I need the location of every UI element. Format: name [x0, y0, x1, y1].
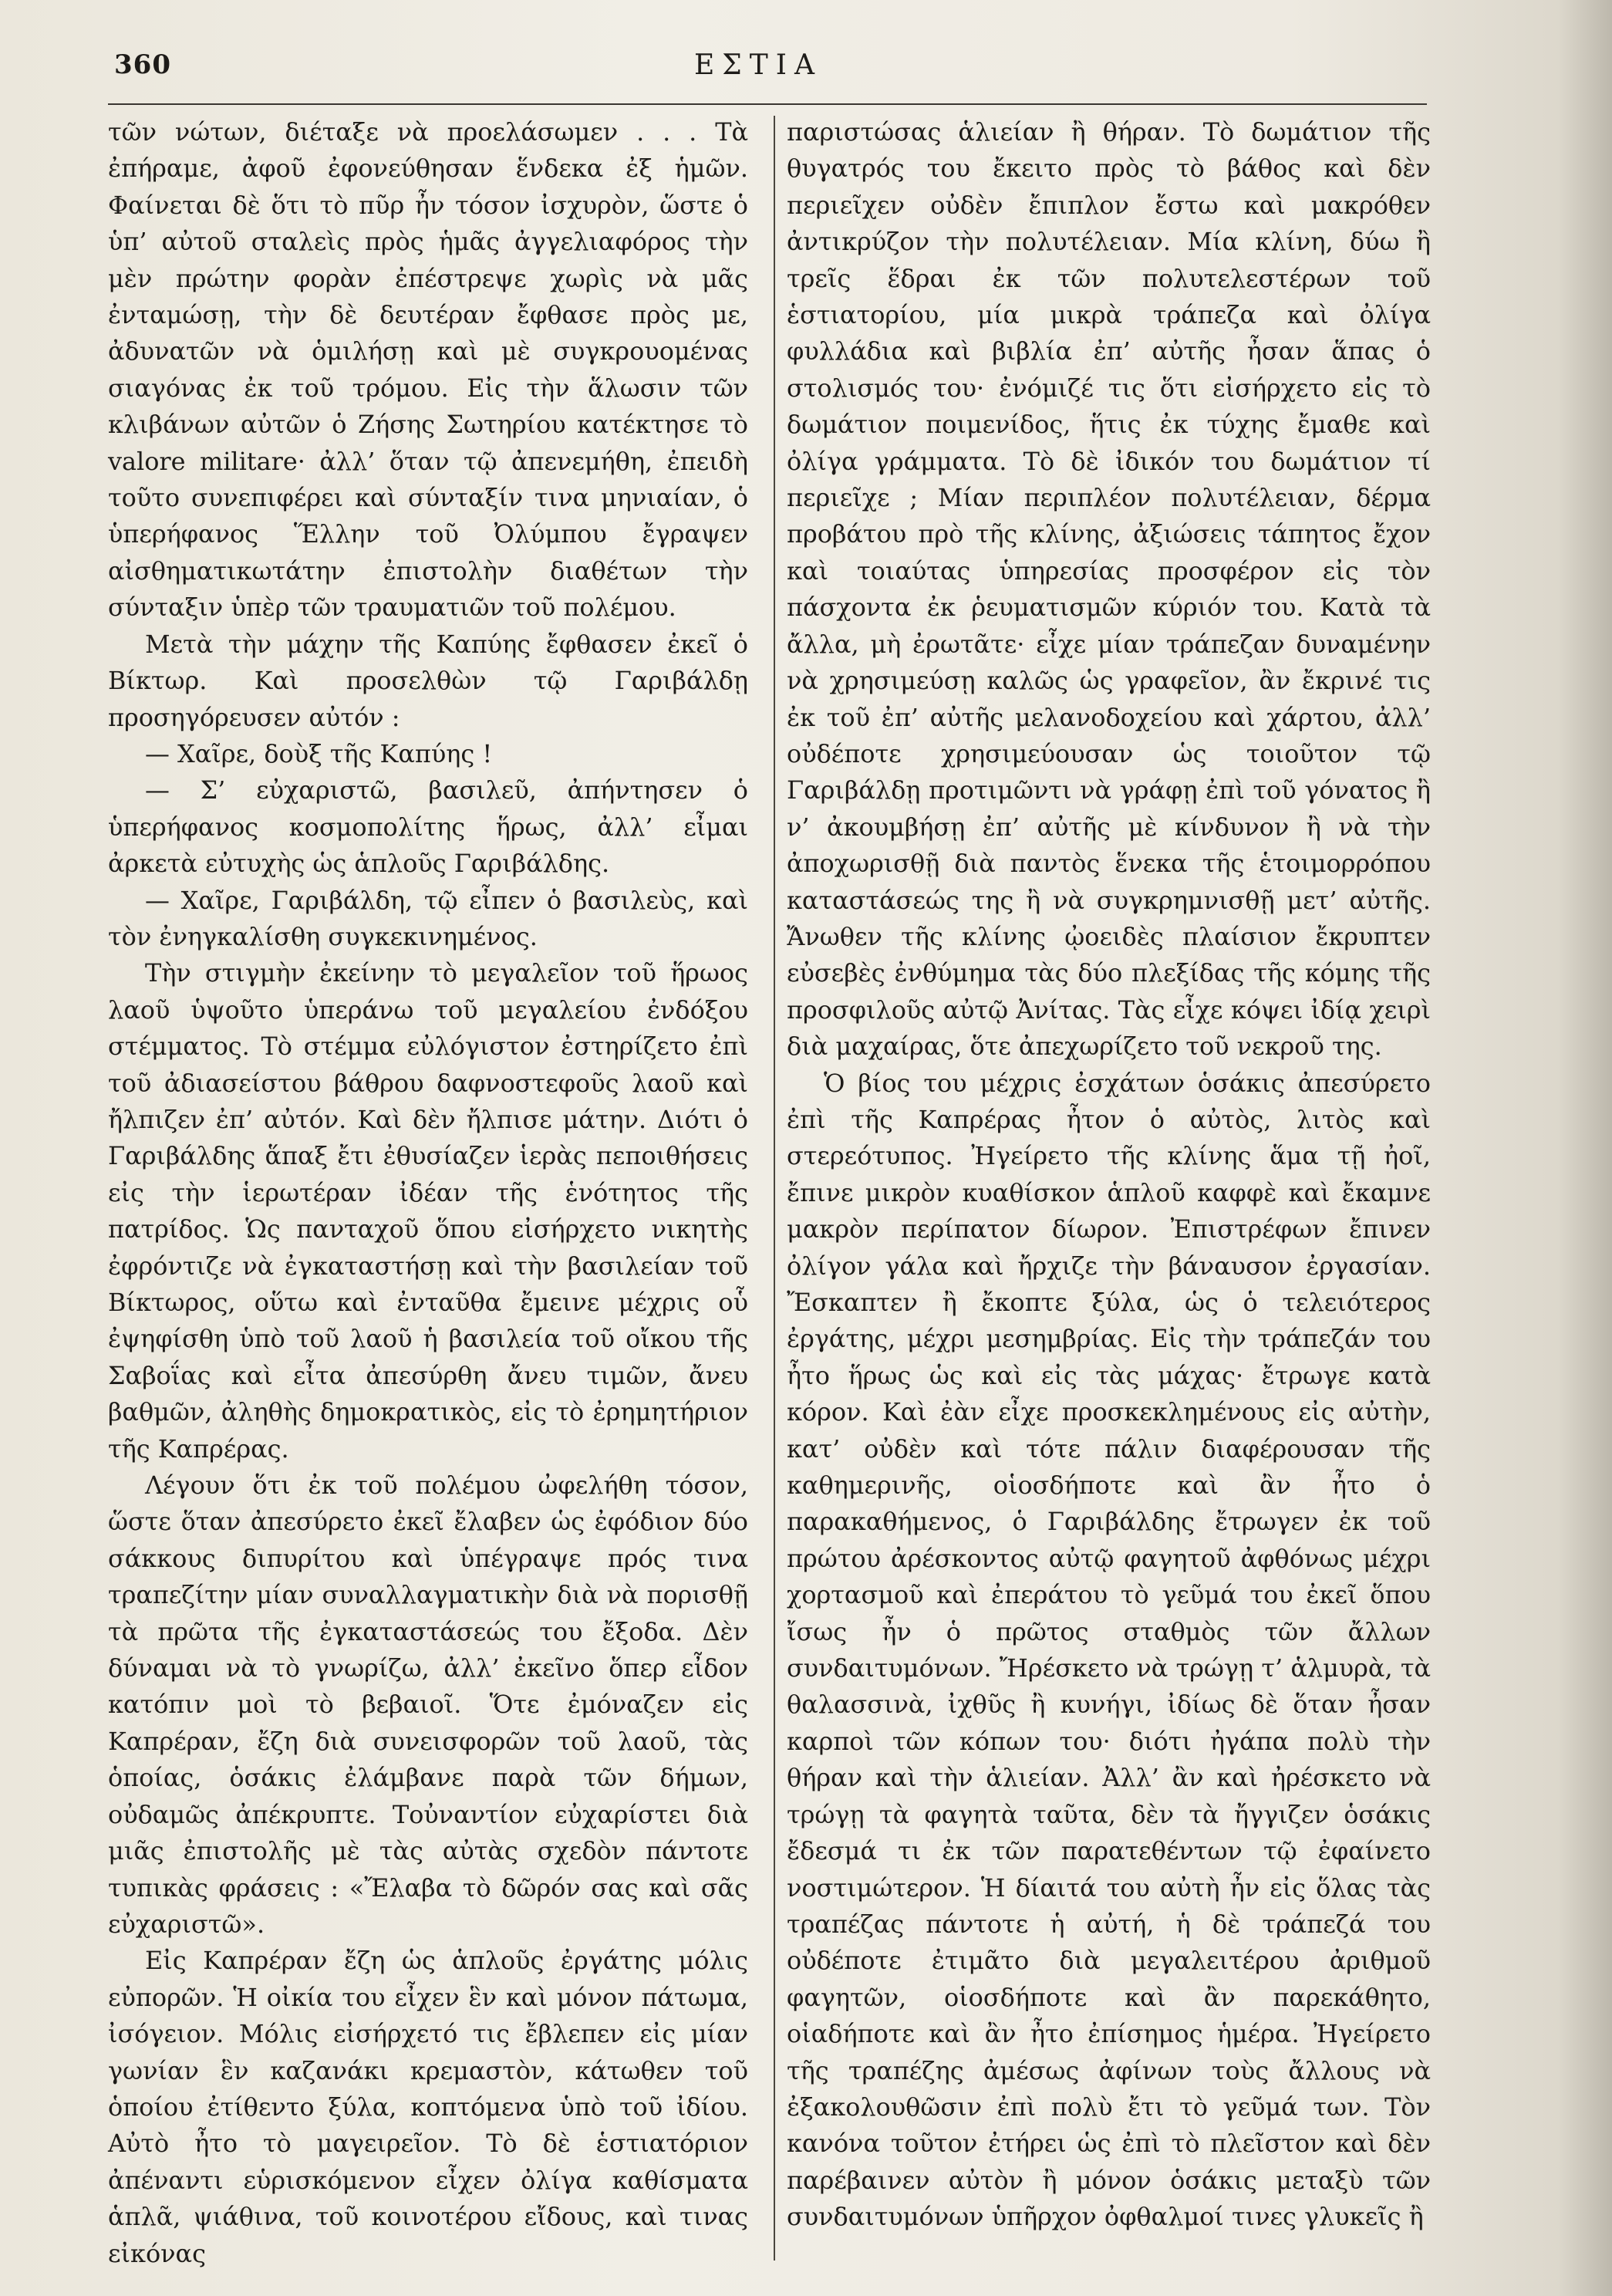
- paragraph: Εἰς Καπρέραν ἔζη ὡς ἁπλοῦς ἐργάτης μόλις εὐπορῶν. Ἡ οἰκία του εἶχεν ἓν καὶ μόνον πάτωμα, ἰσόγειον. Μόλις εἰσήρχετό τις ἔβλεπεν εἰς μίαν γωνίαν ἓν καζανάκι κρεμαστὸν, κάτωθεν τοῦ ὁποίου ἐτίθεντο ξύλα, κοπτόμενα ὑπὸ τοῦ ἰδίου. Αὐτὸ ἦτο τὸ μαγειρεῖον. Τὸ δὲ ἑστιατόριον ἀπέναντι εὑρισκόμενον εἶχεν ὀλίγα καθίσματα ἁπλᾶ, ψιάθινα, τοῦ κοινοτέρου εἴδους, καὶ τινας εἰκόνας: [108, 1946, 748, 2268]
- paragraph: παριστώσας ἁλιείαν ἢ θήραν. Τὸ δωμάτιον τῆς θυγατρός του ἔκειτο πρὸς τὸ βάθος καὶ δὲν περιεῖχεν οὐδὲν ἔπιπλον ἔστω καὶ μακρόθεν ἀντικρύζον τὴν πολυτέλειαν. Μία κλίνη, δύω ἢ τρεῖς ἕδραι ἐκ τῶν πολυτελεστέρων τοῦ ἑστιατορίου, μία μικρὰ τράπεζα καὶ ὀλίγα φυλλάδια καὶ βιβλία ἐπ’ αὐτῆς ἦσαν ἅπας ὁ στολισμός του· ἐνόμιζέ τις ὅτι εἰσήρχετο εἰς τὸ δωμάτιον ποιμενίδος, ἥτις ἐκ τύχης ἔμαθε καὶ ὀλίγα γράμματα. Τὸ δὲ ἰδικόν του δωμάτιον τί περιεῖχε ; Μίαν περιπλέον πολυτέλειαν, δέρμα προβάτου πρὸ τῆς κλίνης, ἀξιώσεις τάπητος ἔχον καὶ τοιαύτας ὑπηρεσίας προσφέρον εἰς τὸν πάσχοντα ἐκ ῥευματισμῶν κύριόν του. Κατὰ τὰ ἄλλα, μὴ ἐρωτᾶτε· εἶχε μίαν τράπεζαν δυναμένην νὰ χρησιμεύσῃ καλῶς ὡς γραφεῖον, ἂν ἔκρινέ τις ἐκ τοῦ ἐπ’ αὐτῆς μελανοδοχείου καὶ χάρτου, ἀλλ’ οὐδέποτε χρησιμεύουσαν ὡς τοιοῦτον τῷ Γαριβάλδῃ προτιμῶντι νὰ γράφῃ ἐπὶ τοῦ γόνατος ἢ ν’ ἀκουμβήσῃ ἐπ’ αὐτῆς μὲ κίνδυνον ἢ νὰ τὴν ἀποχωρισθῇ διὰ παντὸς ἕνεκα τῆς ἑτοιμορρόπου καταστάσεώς της ἢ νὰ συγκρημνισθῇ μετ’ αὐτῆς. Ἄνωθεν τῆς κλίνης ᾠοειδὲς πλαίσιον ἔκρυπτεν εὐσεβὲς ἐνθύμημα τὰς δύο πλεξίδας τῆς κόμης τῆς προσφιλοῦς αὐτῷ Ἀνίτας. Τὰς εἶχε κόψει ἰδίᾳ χειρὶ διὰ μαχαίρας, ὅτε ἀπεχωρίζετο τοῦ νεκροῦ της.: [787, 117, 1431, 1062]
- dialogue-line: — Χαῖρε, Γαριβάλδη, τῷ εἶπεν ὁ βασιλεὺς, καὶ τὸν ἐνηγκαλίσθη συγκεκινημένος.: [108, 885, 748, 951]
- left-column: [108, 114, 748, 2272]
- paragraph: Λέγουν ὅτι ἐκ τοῦ πολέμου ὠφελήθη τόσον, ὥστε ὅταν ἀπεσύρετο ἐκεῖ ἔλαβεν ὡς ἐφόδιον δύο σάκκους διπυρίτου καὶ ὑπέγραψε πρός τινα τραπεζίτην μίαν συναλλαγματικὴν διὰ νὰ πορισθῇ τὰ πρῶτα τῆς ἐγκαταστάσεώς του ἔξοδα. Δὲν δύναμαι νὰ τὸ γνωρίζω, ἀλλ’ ἐκεῖνο ὅπερ εἶδον κατόπιν μοὶ τὸ βεβαιοῖ. Ὅτε ἐμόναζεν εἰς Καπρέραν, ἔζη διὰ συνεισφορῶν τοῦ λαοῦ, τὰς ὁποίας, ὁσάκις ἐλάμβανε παρὰ τῶν δήμων, οὐδαμῶς ἀπέκρυπτε. Τοὐναντίον εὐχαρίστει διὰ μιᾶς ἐπιστολῆς μὲ τὰς αὐτὰς σχεδὸν πάντοτε τυπικὰς φράσεις : «Ἔλαβα τὸ δῶρόν σας καὶ σᾶς εὐχαριστῶ».: [108, 1470, 748, 1939]
- paragraph: Τὴν στιγμὴν ἐκείνην τὸ μεγαλεῖον τοῦ ἥρωος λαοῦ ὑψοῦτο ὑπεράνω τοῦ μεγαλείου ἐνδόξου στέμματος. Τὸ στέμμα εὐλόγιστον ἐστηρίζετο ἐπὶ τοῦ ἀδιασείστου βάθρου δαφνοστεφοῦς λαοῦ καὶ ἤλπιζεν ἐπ’ αὐτόν. Καὶ δὲν ἤλπισε μάτην. Διότι ὁ Γαριβάλδης ἅπαξ ἔτι ἐθυσίαζεν ἱερὰς πεποιθήσεις εἰς τὴν ἱερωτέραν ἰδέαν τῆς ἑνότητος τῆς πατρίδος. Ὡς πανταχοῦ ὅπου εἰσήρχετο νικητὴς ἐφρόντιζε νὰ ἐγκαταστήσῃ καὶ τὴν βασιλείαν τοῦ Βίκτωρος, οὕτω καὶ ἐνταῦθα ἔμεινε μέχρις οὗ ἐψηφίσθη ὑπὸ τοῦ λαοῦ ἡ βασιλεία τοῦ οἴκου τῆς Σαβοΐας καὶ εἶτα ἀπεσύρθη ἄνευ τιμῶν, ἄνευ βαθμῶν, ἀληθὴς δημοκρατικὸς, εἰς τὸ ἐρημητήριον τῆς Καπρέρας.: [108, 958, 748, 1464]
- running-title: ΕΣΤΙΑ: [694, 49, 822, 81]
- paragraph: τῶν νώτων, διέταξε νὰ προελάσωμεν . . . Τὰ ἐπήραμε, ἀφοῦ ἐφονεύθησαν ἕνδεκα ἐξ ἡμῶν. Φαίνεται δὲ ὅτι τὸ πῦρ ἦν τόσον ἰσχυρὸν, ὥστε ὁ ὑπ’ αὐτοῦ σταλεὶς πρὸς ἡμᾶς ἀγγελιαφόρος τὴν μὲν πρώτην φορὰν ἐπέστρεψε χωρὶς νὰ μᾶς ἐνταμώσῃ, τὴν δὲ δευτέραν ἔφθασε πρὸς με, ἀδυνατῶν νὰ ὁμιλήσῃ καὶ μὲ συγκρουομένας σιαγόνας ἐκ τοῦ τρόμου. Εἰς τὴν ἅλωσιν τῶν κλιβάνων αὐτῶν ὁ Ζήσης Σωτηρίου κατέκτησε τὸ valore militare· ἀλλ’ ὅταν τῷ ἀπενεμήθη, ἐπειδὴ τοῦτο συνεπιφέρει καὶ σύνταξίν τινα μηνιαίαν, ὁ ὑπερήφανος Ἕλλην τοῦ Ὀλύμπου ἔγραψεν αἰσθηματικωτάτην ἐπιστολὴν διαθέτων τὴν σύνταξιν ὑπὲρ τῶν τραυματιῶν τοῦ πολέμου.: [108, 117, 748, 623]
- column-divider: [774, 116, 775, 2261]
- dialogue-line: — Σ’ εὐχαριστῶ, βασιλεῦ, ἀπήντησεν ὁ ὑπερήφανος κοσμοπολίτης ἥρως, ἀλλ’ εἶμαι ἀρκετὰ εὐτυχὴς ὡς ἁπλοῦς Γαριβάλδης.: [108, 775, 748, 879]
- paragraph: Μετὰ τὴν μάχην τῆς Καπύης ἔφθασεν ἐκεῖ ὁ Βίκτωρ. Καὶ προσελθὼν τῷ Γαριβάλδῃ προσηγόρευσεν αὐτόν :: [108, 629, 748, 732]
- right-column: [787, 114, 1431, 2236]
- header-rule: [108, 103, 1427, 105]
- dialogue-line: — Χαῖρε, δοὺξ τῆς Καπύης !: [145, 738, 493, 768]
- scan-edge-shadow: [1558, 0, 1612, 2296]
- paragraph: Ὁ βίος του μέχρις ἐσχάτων ὁσάκις ἀπεσύρετο ἐπὶ τῆς Καπρέρας ἦτον ὁ αὐτὸς, λιτὸς καὶ στερεότυπος. Ἠγείρετο τῆς κλίνης ἅμα τῇ ἠοῖ, ἔπινε μικρὸν κυαθίσκον ἁπλοῦ καφφὲ καὶ ἔκαμνε μακρὸν περίπατον δίωρον. Ἐπιστρέφων ἔπινεν ὀλίγον γάλα καὶ ἤρχιζε τὴν βάναυσον ἐργασίαν. Ἔσκαπτεν ἢ ἔκοπτε ξύλα, ὡς ὁ τελειότερος ἐργάτης, μέχρι μεσημβρίας. Εἰς τὴν τράπεζάν του ἦτο ἥρως ὡς καὶ εἰς τὰς μάχας· ἔτρωγε κατὰ κόρον. Καὶ ἐὰν εἶχε προσκεκλημένους εἰς αὐτὴν, κατ’ οὐδὲν καὶ τότε πάλιν διαφέρουσαν τῆς καθημερινῆς, οἱοσδήποτε καὶ ἂν ἦτο ὁ παρακαθήμενος, ὁ Γαριβάλδης ἔτρωγεν ἐκ τοῦ πρώτου ἀρέσκοντος αὐτῷ φαγητοῦ ἀφθόνως μέχρι χορτασμοῦ καὶ ἐπεράτου τὸ γεῦμά του ἐκεῖ ὅπου ἴσως ἦν ὁ πρῶτος σταθμὸς τῶν ἄλλων συνδαιτυμόνων. Ἤρέσκετο νὰ τρώγῃ τ’ ἁλμυρὰ, τὰ θαλασσινὰ, ἰχθῦς ἢ κυνήγι, ἰδίως δὲ ὅταν ἦσαν καρποὶ τῶν κόπων του· διότι ἠγάπα πολὺ τὴν θήραν καὶ τὴν ἁλιείαν. Ἀλλ’ ἂν καὶ ἠρέσκετο νὰ τρώγῃ τὰ φαγητὰ ταῦτα, δὲν τὰ ἤγγιζεν ὁσάκις ἔδεσμά τι ἐκ τῶν παρατεθέντων τῷ ἐφαίνετο νοστιμώτερον. Ἡ δίαιτά του αὐτὴ ἦν εἰς ὅλας τὰς τραπέζας πάντοτε ἡ αὐτή, ἡ δὲ τράπεζά του οὐδέποτε ἐτιμᾶτο διὰ μεγαλειτέρου ἀριθμοῦ φαγητῶν, οἱοσδήποτε καὶ ἂν παρεκάθητο, οἱαδήποτε καὶ ἂν ἦτο ἐπίσημος ἡμέρα. Ἠγείρετο τῆς τραπέζης ἀμέσως ἀφίνων τοὺς ἄλλους νὰ ἐξακολουθῶσιν ἐπὶ πολὺ ἔτι τὸ γεῦμά των. Τὸν κανόνα τοῦτον ἐτήρει ὡς ἐπὶ τὸ πλεῖστον καὶ δὲν παρέβαινεν αὐτὸν ἢ μόνον ὁσάκις μεταξὺ τῶν συνδαιτυμόνων ὑπῆρχον ὀφθαλμοί τινες γλυκεῖς ἢ: [787, 1068, 1431, 2232]
- page-number: 360: [114, 49, 171, 80]
